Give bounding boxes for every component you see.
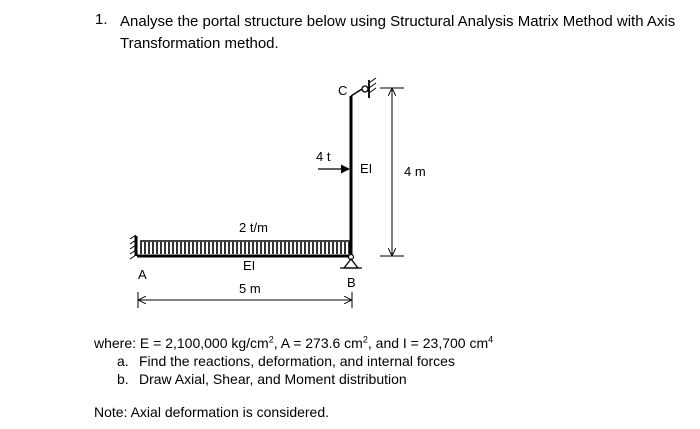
column-height-label: 4 m [404,164,426,179]
node-a-label: A [138,267,147,282]
column-ei-label: EI [360,161,373,176]
node-b-label: B [347,275,356,290]
beam-ei-label: EI [243,258,256,273]
point-load-label: 4 t [316,149,331,164]
node-c-label: C [338,83,348,98]
task-item: a. Find the reactions, deformation, and internal forces [117,353,455,369]
distributed-load-label: 2 t/m [239,220,268,235]
height-dimension [380,88,404,256]
fixed-support-a [130,235,136,259]
distributed-load [140,241,350,254]
task-list [117,352,455,388]
question-number: 1. [95,11,108,28]
question-text: Analyse the portal structure below using Structural Analysis Matrix Method with Axis Transformation method. [120,13,676,52]
roller-support-c [351,78,376,98]
material-properties: where: E = 2,100,000 $kg/cm^2$, A = 273.6 $cm^2$, and I = 23,700 $cm^4$ [94,334,494,351]
note-text: Note: Axial deformation is considered. [94,404,330,420]
task-item: b. Draw Axial, Shear, and Moment distribution [117,371,407,387]
beam-length-label: 5 m [239,281,261,296]
